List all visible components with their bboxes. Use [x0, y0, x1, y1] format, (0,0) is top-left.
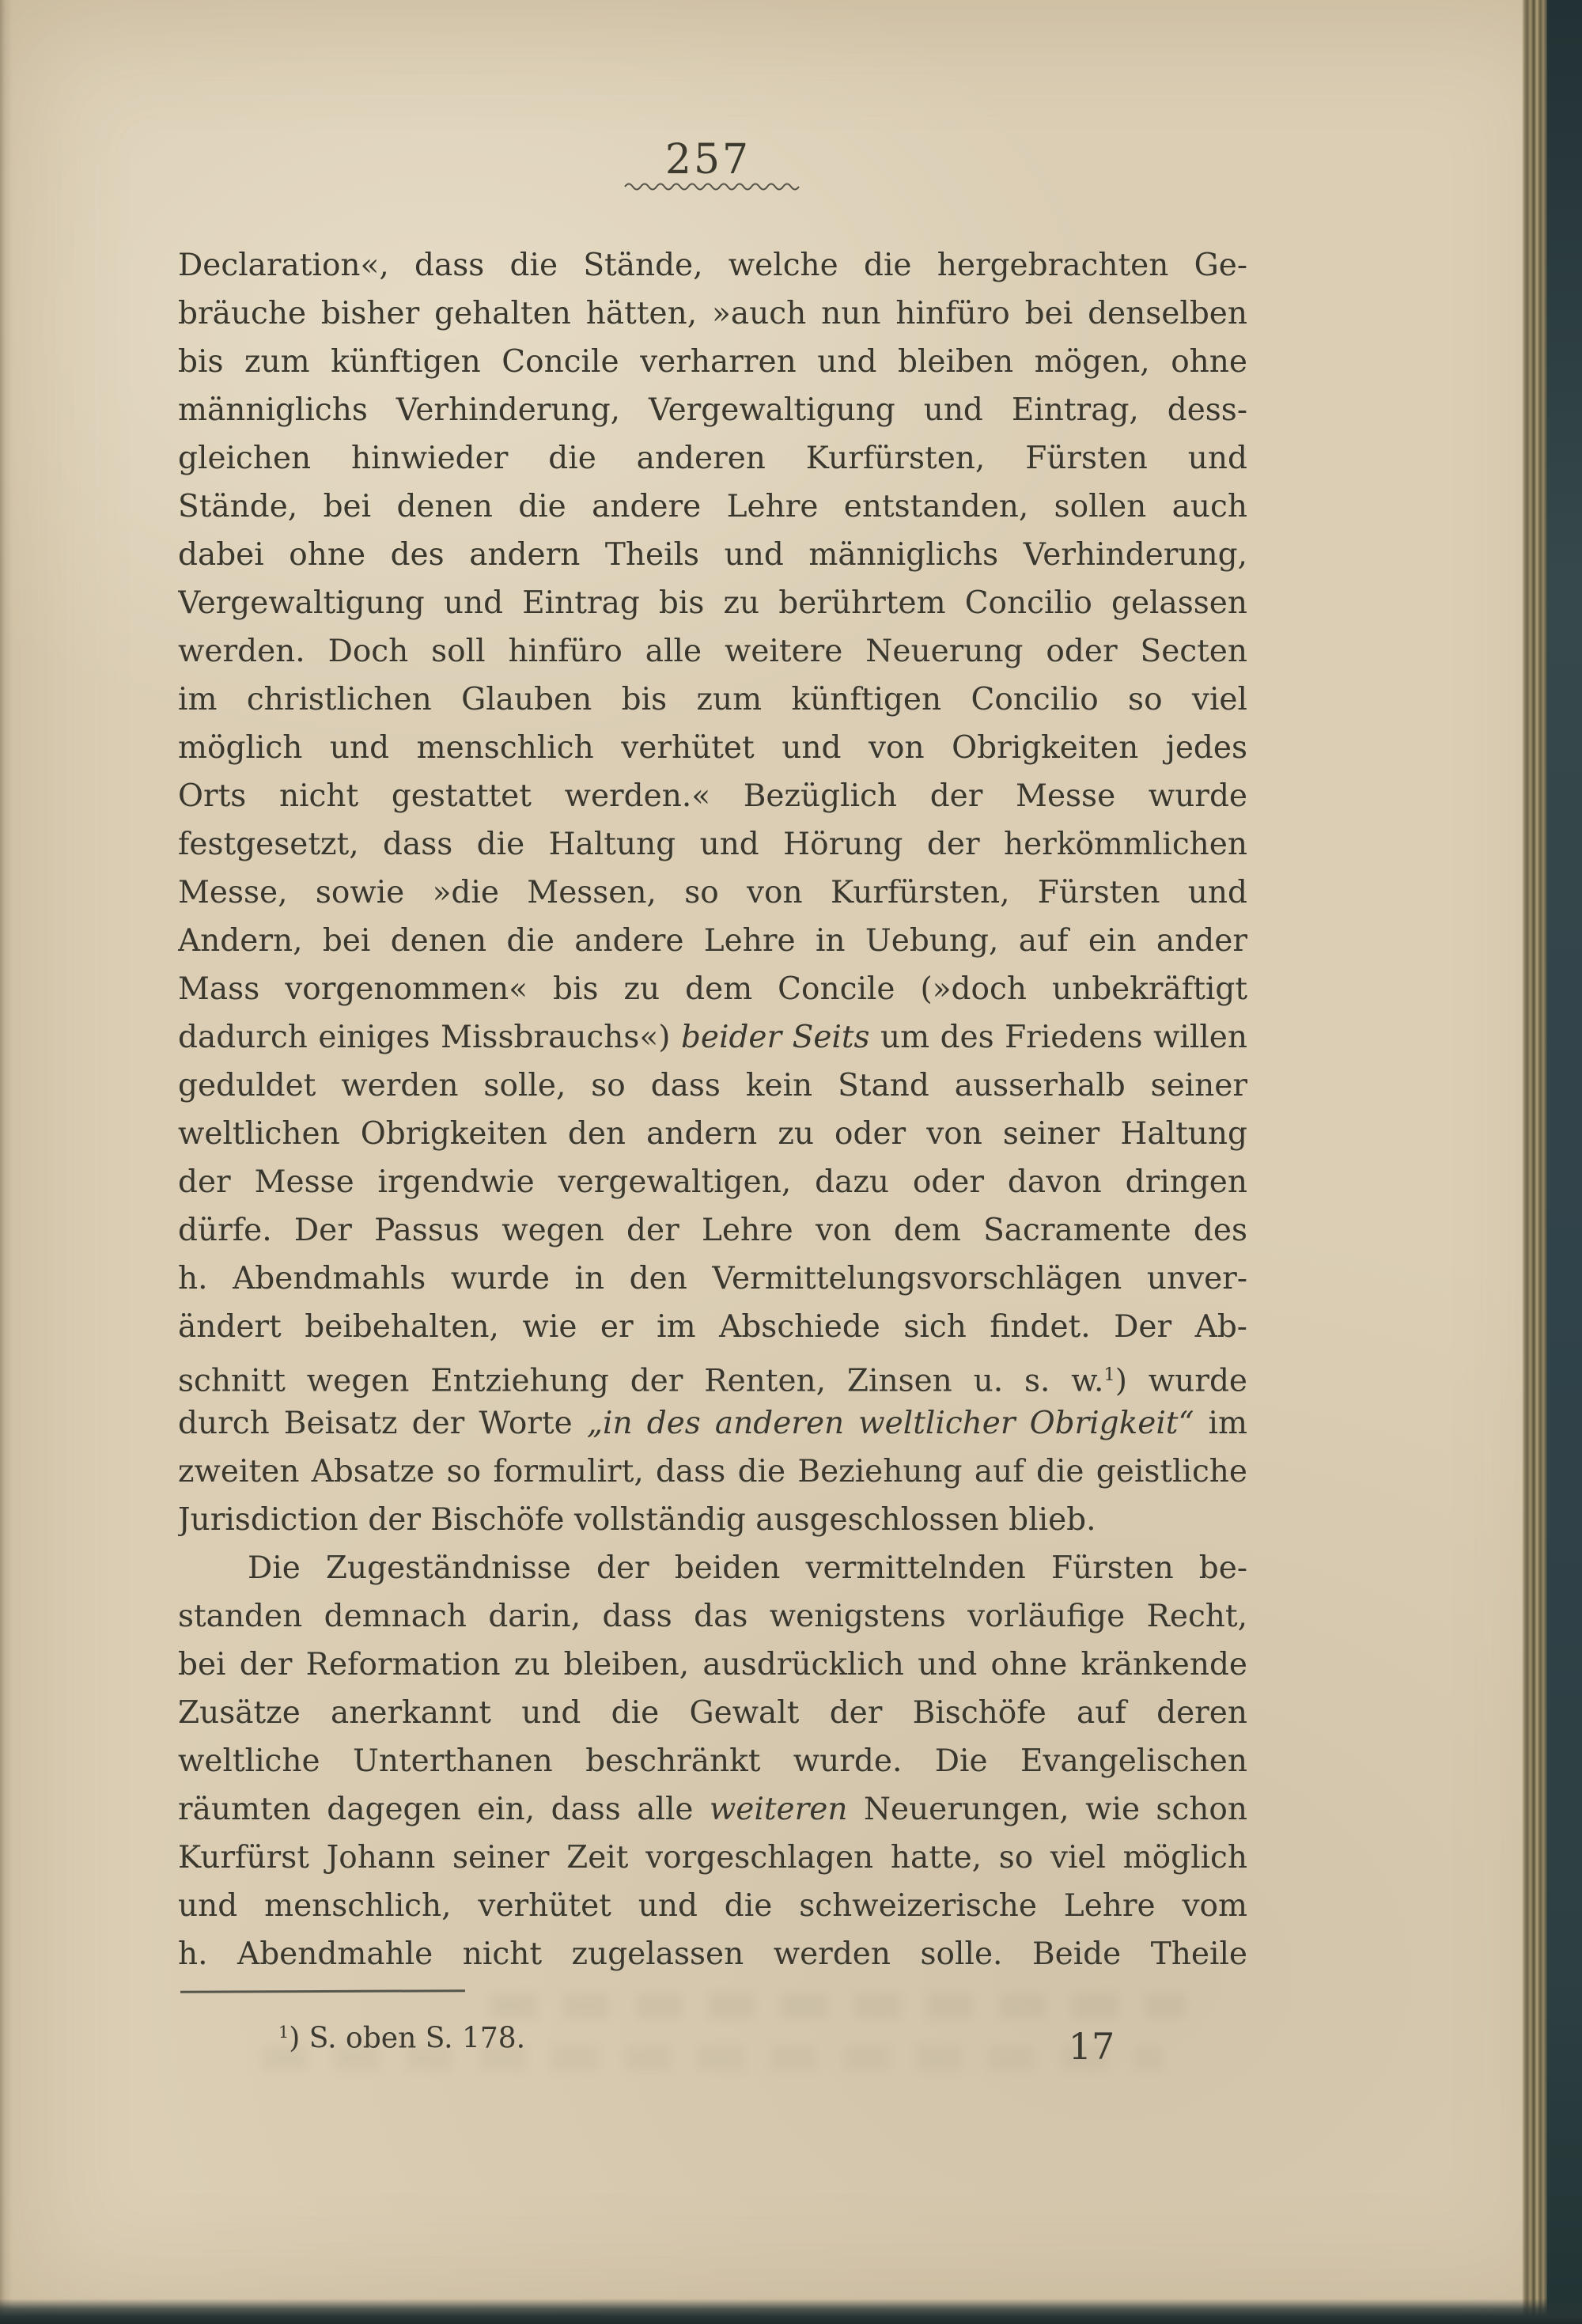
- text-segment: Zusätze anerkannt und die Gewalt der Bischöfe auf deren: [178, 1695, 1247, 1731]
- text-segment: bei der Reformation zu bleiben, ausdrücklich und ohne kränkende: [178, 1647, 1247, 1682]
- text-line: [178, 1689, 1247, 1737]
- text-line: [178, 724, 1247, 772]
- page-gutter-shadow: [0, 0, 13, 2324]
- text-line: [178, 434, 1247, 483]
- text-segment: ändert beibehalten, wie er im Abschiede sich findet. Der Ab-: [178, 1309, 1247, 1345]
- wavy-underline: [623, 180, 800, 191]
- text-segment: durch Beisatz der Worte: [178, 1406, 587, 1441]
- text-line: [178, 1496, 1247, 1544]
- text-segment: bis zum künftigen Concile verharren und bleiben mögen, ohne: [178, 344, 1247, 380]
- text-line: [178, 338, 1247, 386]
- text-line: [178, 1544, 1247, 1592]
- footnote-marker: 1: [1103, 1364, 1115, 1385]
- text-segment: dadurch einiges Missbrauchs«): [178, 1020, 681, 1055]
- book-cover-edge-right: [1547, 0, 1582, 2324]
- text-segment: Stände, bei denen die andere Lehre entstanden, sollen auch: [178, 489, 1247, 524]
- text-line: [178, 1206, 1247, 1255]
- text-segment: festgesetzt, dass die Haltung und Hörung der herkömmlichen: [178, 827, 1247, 862]
- text-segment: möglich und menschlich verhütet und von Obrigkeiten jedes: [178, 730, 1247, 766]
- text-line: [178, 290, 1247, 338]
- text-line: [178, 241, 1247, 290]
- text-line: [178, 1592, 1247, 1641]
- text-segment: schnitt wegen Entziehung der Renten, Zinsen u. s. w.: [178, 1363, 1104, 1399]
- text-line: [178, 965, 1247, 1013]
- text-line: [178, 1399, 1247, 1448]
- text-segment: gleichen hinwieder die anderen Kurfürsten, Fürsten und: [178, 441, 1247, 476]
- text-segment: Vergewaltigung und Eintrag bis zu berührtem Concilio gelassen: [178, 585, 1247, 621]
- text-line: [178, 1110, 1247, 1158]
- text-line: [178, 1785, 1247, 1834]
- text-segment: der Messe irgendwie vergewaltigen, dazu oder davon dringen: [178, 1164, 1247, 1200]
- footnote: [278, 2013, 525, 2058]
- text-line: [178, 772, 1247, 820]
- text-segment: h. Abendmahls wurde in den Vermittelungsvorschlägen unver-: [178, 1261, 1247, 1296]
- text-line: [178, 1930, 1247, 1978]
- text-segment: „in des anderen weltlicher Obrigkeit“: [586, 1406, 1194, 1441]
- text-segment: Orts nicht gestattet werden.« Bezüglich der Messe wurde: [178, 778, 1247, 814]
- text-segment: Mass vorgenommen« bis zu dem Concile (»doch unbekräftigt: [178, 971, 1247, 1007]
- text-line: [178, 1882, 1247, 1930]
- text-segment: im: [1194, 1406, 1247, 1441]
- book-cover-edge-bottom: [0, 2299, 1582, 2324]
- text-line: [178, 1834, 1247, 1882]
- text-segment: dabei ohne des andern Theils und männiglichs Verhinderung,: [178, 537, 1247, 573]
- text-segment: werden. Doch soll hinfüro alle weitere Neuerung oder Secten: [178, 634, 1247, 669]
- text-segment: h. Abendmahle nicht zugelassen werden solle. Beide Theile: [178, 1936, 1247, 1972]
- text-segment: zweiten Absatze so formulirt, dass die Beziehung auf die geistliche: [178, 1454, 1247, 1489]
- text-line: [178, 483, 1247, 531]
- footnote-marker: 1: [278, 2023, 290, 2042]
- text-segment: im christlichen Glauben bis zum künftigen Concilio so viel: [178, 682, 1247, 717]
- text-line: [178, 386, 1247, 434]
- text-line: [178, 1448, 1247, 1496]
- text-segment: um des Friedens willen: [869, 1020, 1247, 1055]
- text-line: [178, 1303, 1247, 1351]
- signature-number: 17: [1068, 2025, 1115, 2068]
- text-segment: und menschlich, verhütet und die schweizerische Lehre vom: [178, 1888, 1247, 1924]
- text-segment: ) S. oben S. 178.: [289, 2022, 526, 2055]
- text-segment: Andern, bei denen die andere Lehre in Uebung, auf ein ander: [178, 923, 1247, 959]
- text-segment: räumten dagegen ein, dass alle: [178, 1792, 710, 1827]
- text-segment: dürfe. Der Passus wegen der Lehre von dem Sacramente des: [178, 1213, 1247, 1248]
- text-segment: weltliche Unterthanen beschränkt wurde. Die Evangelischen: [178, 1743, 1247, 1779]
- text-line: [178, 1641, 1247, 1689]
- text-segment: standen demnach darin, dass das wenigstens vorläufige Recht,: [178, 1599, 1247, 1634]
- page-stack-edges: [1522, 0, 1549, 2324]
- text-line: [178, 1351, 1247, 1399]
- text-line: [178, 1737, 1247, 1785]
- text-segment: weltlichen Obrigkeiten den andern zu oder von seiner Haltung: [178, 1116, 1247, 1152]
- text-line: [178, 1255, 1247, 1303]
- bleedthrough-text: [490, 1993, 1186, 2019]
- text-line: [178, 820, 1247, 869]
- text-segment: Messe, sowie »die Messen, so von Kurfürsten, Fürsten und: [178, 875, 1247, 910]
- footnote-rule: [180, 1989, 465, 1993]
- text-segment: beider Seits: [680, 1020, 870, 1055]
- text-line: [178, 1013, 1247, 1062]
- text-segment: ) wurde: [1115, 1363, 1247, 1399]
- text-line: [178, 676, 1247, 724]
- text-line: [178, 579, 1247, 627]
- text-segment: männiglichs Verhinderung, Vergewaltigung und Eintrag, dess-: [178, 392, 1247, 428]
- text-line: [178, 1158, 1247, 1206]
- text-segment: Kurfürst Johann seiner Zeit vorgeschlagen hatte, so viel möglich: [178, 1840, 1247, 1875]
- text-segment: Declaration«, dass die Stände, welche die hergebrachten Ge-: [178, 248, 1247, 283]
- text-line: [178, 531, 1247, 579]
- text-line: [178, 627, 1247, 676]
- text-segment: Die Zugeständnisse der beiden vermittelnden Fürsten be-: [248, 1550, 1247, 1586]
- text-line: [178, 917, 1247, 965]
- page-number: 257: [664, 136, 751, 184]
- text-segment: geduldet werden solle, so dass kein Stand ausserhalb seiner: [178, 1068, 1247, 1103]
- text-segment: Jurisdiction der Bischöfe vollständig ausgeschlossen blieb.: [178, 1502, 1096, 1538]
- text-segment: weiteren: [709, 1792, 848, 1827]
- text-block: [178, 241, 1247, 1978]
- text-segment: bräuche bisher gehalten hätten, »auch nun hinfüro bei denselben: [178, 296, 1247, 331]
- text-segment: Neuerungen, wie schon: [847, 1792, 1247, 1827]
- text-line: [178, 1062, 1247, 1110]
- text-line: [178, 869, 1247, 917]
